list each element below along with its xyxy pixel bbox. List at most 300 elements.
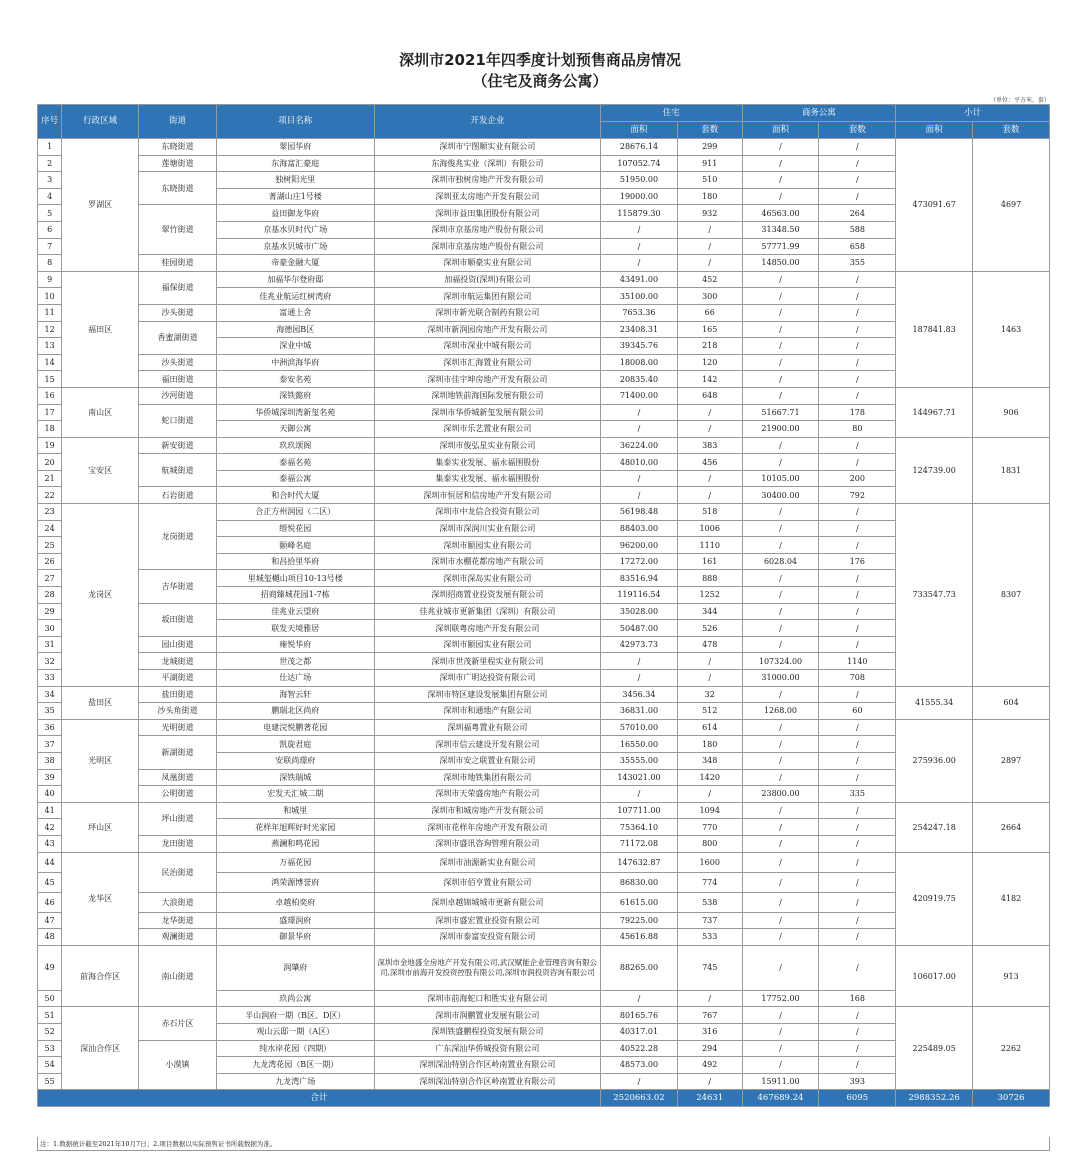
residential-units: 737: [677, 912, 742, 929]
row-number: 33: [38, 670, 62, 687]
row-number: 35: [38, 703, 62, 720]
project-name: 鸿荣源博誉府: [216, 872, 374, 892]
commercial-units: /: [819, 537, 896, 554]
total-s-units: 30726: [973, 1090, 1050, 1107]
residential-units: 316: [677, 1023, 742, 1040]
commercial-area: 57771.99: [742, 238, 819, 255]
subtotal-units: 8307: [973, 504, 1050, 687]
district-cell: 龙华区: [62, 852, 139, 945]
table-body: [38, 139, 1050, 1090]
developer-name: 深圳联粤房地产开发有限公司: [374, 620, 600, 637]
header-district: 行政区域: [62, 105, 139, 139]
residential-units: 294: [677, 1040, 742, 1057]
residential-area: 71400.00: [601, 387, 678, 404]
residential-units: /: [677, 786, 742, 803]
row-number: 43: [38, 835, 62, 852]
project-name: 御景华府: [216, 929, 374, 946]
project-name: 独树阳光里: [216, 172, 374, 189]
residential-area: 88265.00: [601, 945, 678, 990]
commercial-area: 51667.71: [742, 404, 819, 421]
commercial-area: 23800.00: [742, 786, 819, 803]
developer-name: 深圳市恒居和信房地产开发有限公司: [374, 487, 600, 504]
residential-units: 1600: [677, 852, 742, 872]
page-title: [0, 50, 1080, 92]
residential-area: 3456.34: [601, 686, 678, 703]
commercial-area: 17752.00: [742, 990, 819, 1007]
commercial-area: /: [742, 188, 819, 205]
developer-name: 深圳市宁图顺实业有限公司: [374, 139, 600, 156]
residential-area: /: [601, 238, 678, 255]
developer-name: 深圳市油源新实业有限公司: [374, 852, 600, 872]
commercial-area: /: [742, 620, 819, 637]
commercial-units: /: [819, 1023, 896, 1040]
residential-units: /: [677, 1073, 742, 1090]
project-name: 纯水岸花园（四期）: [216, 1040, 374, 1057]
residential-units: 1252: [677, 587, 742, 604]
commercial-units: 200: [819, 470, 896, 487]
footnote: [37, 1137, 1050, 1151]
street-cell: 公明街道: [139, 786, 217, 803]
row-number: 27: [38, 570, 62, 587]
residential-units: 911: [677, 155, 742, 172]
row-number: 6: [38, 221, 62, 238]
project-name: 深铁懿府: [216, 387, 374, 404]
subtotal-area: 124739.00: [896, 437, 973, 503]
street-cell: 凤凰街道: [139, 769, 217, 786]
header-s-units: 套数: [973, 122, 1050, 139]
project-name: 燕澜和鸣花园: [216, 835, 374, 852]
total-c-area: 467689.24: [742, 1090, 819, 1107]
commercial-units: /: [819, 454, 896, 471]
row-number: 3: [38, 172, 62, 189]
commercial-area: /: [742, 304, 819, 321]
project-name: 安联尚璟府: [216, 752, 374, 769]
developer-name: 深圳市天荣盛房地产有限公司: [374, 786, 600, 803]
header-c-area: 面积: [742, 122, 819, 139]
developer-name: 深圳市深润川实业有限公司: [374, 520, 600, 537]
project-name: 帝豪金融大厦: [216, 255, 374, 272]
project-name: 里城玺樾山项目10-13号楼: [216, 570, 374, 587]
row-number: 24: [38, 520, 62, 537]
commercial-units: 60: [819, 703, 896, 720]
residential-area: /: [601, 470, 678, 487]
residential-area: 35028.00: [601, 603, 678, 620]
row-number: 5: [38, 205, 62, 222]
developer-name: 深圳市京基房地产股份有限公司: [374, 221, 600, 238]
project-name: 泰福公寓: [216, 470, 374, 487]
residential-area: /: [601, 653, 678, 670]
row-number: 55: [38, 1073, 62, 1090]
street-cell: 吉华街道: [139, 570, 217, 603]
developer-name: 深圳地铁前海国际发展有限公司: [374, 387, 600, 404]
subtotal-area: 225489.05: [896, 1007, 973, 1090]
residential-area: 71172.08: [601, 835, 678, 852]
residential-area: 115879.30: [601, 205, 678, 222]
street-cell: 蛇口街道: [139, 404, 217, 437]
commercial-units: /: [819, 802, 896, 819]
commercial-area: /: [742, 371, 819, 388]
row-number: 4: [38, 188, 62, 205]
subtotal-units: 4182: [973, 852, 1050, 945]
commercial-area: /: [742, 454, 819, 471]
residential-area: /: [601, 421, 678, 438]
district-cell: 盐田区: [62, 686, 139, 719]
residential-area: 39345.76: [601, 338, 678, 355]
project-name: 深业中城: [216, 338, 374, 355]
project-name: 海智云轩: [216, 686, 374, 703]
developer-name: 深圳深汕特别合作区岭南置业有限公司: [374, 1057, 600, 1074]
residential-area: 17272.00: [601, 553, 678, 570]
residential-units: 492: [677, 1057, 742, 1074]
residential-area: 36224.00: [601, 437, 678, 454]
residential-area: 147632.87: [601, 852, 678, 872]
row-number: 13: [38, 338, 62, 355]
row-number: 15: [38, 371, 62, 388]
residential-area: 36831.00: [601, 703, 678, 720]
district-cell: 坪山区: [62, 802, 139, 852]
residential-area: 40317.01: [601, 1023, 678, 1040]
project-name: 合正方州润园（二区）: [216, 504, 374, 521]
row-number: 36: [38, 719, 62, 736]
project-name: 招商臻城花园1-7栋: [216, 587, 374, 604]
commercial-area: /: [742, 387, 819, 404]
commercial-units: 1140: [819, 653, 896, 670]
commercial-units: 393: [819, 1073, 896, 1090]
residential-units: 165: [677, 321, 742, 338]
developer-name: 东海俊兆实业（深圳）有限公司: [374, 155, 600, 172]
developer-name: 深圳市颐园实业有限公司: [374, 537, 600, 554]
residential-units: /: [677, 404, 742, 421]
subtotal-units: 604: [973, 686, 1050, 719]
developer-name: 深圳市和通地产有限公司: [374, 703, 600, 720]
row-number: 54: [38, 1057, 62, 1074]
residential-area: 45616.88: [601, 929, 678, 946]
subtotal-area: 41555.34: [896, 686, 973, 719]
street-cell: 沙头街道: [139, 354, 217, 371]
project-name: 电建浣悦鹏著花园: [216, 719, 374, 736]
subtotal-units: 906: [973, 387, 1050, 437]
residential-units: 180: [677, 188, 742, 205]
street-cell: 龙田街道: [139, 835, 217, 852]
street-cell: 香蜜湖街道: [139, 321, 217, 354]
residential-units: 767: [677, 1007, 742, 1024]
row-number: 11: [38, 304, 62, 321]
row-number: 46: [38, 892, 62, 912]
residential-units: 533: [677, 929, 742, 946]
street-cell: 沙头角街道: [139, 703, 217, 720]
project-name: 联发天境雅居: [216, 620, 374, 637]
commercial-area: 21900.00: [742, 421, 819, 438]
commercial-area: /: [742, 636, 819, 653]
subtotal-area: 473091.67: [896, 139, 973, 272]
residential-units: 478: [677, 636, 742, 653]
commercial-units: /: [819, 387, 896, 404]
subtotal-units: 4697: [973, 139, 1050, 272]
row-number: 50: [38, 990, 62, 1007]
developer-name: 深圳市华侨城新玺发展有限公司: [374, 404, 600, 421]
commercial-area: /: [742, 819, 819, 836]
row-number: 31: [38, 636, 62, 653]
developer-name: 深圳市润鹏置业发展有限公司: [374, 1007, 600, 1024]
residential-units: 770: [677, 819, 742, 836]
table-row: [38, 139, 1050, 156]
commercial-area: /: [742, 752, 819, 769]
residential-units: 32: [677, 686, 742, 703]
commercial-units: 168: [819, 990, 896, 1007]
project-name: 泰福名苑: [216, 454, 374, 471]
developer-name: 深圳市独树房地产开发有限公司: [374, 172, 600, 189]
residential-area: 80165.76: [601, 1007, 678, 1024]
residential-area: 18008.00: [601, 354, 678, 371]
commercial-units: /: [819, 338, 896, 355]
commercial-units: /: [819, 752, 896, 769]
row-number: 29: [38, 603, 62, 620]
header-r-units: 套数: [677, 122, 742, 139]
project-name: 缙悦花园: [216, 520, 374, 537]
commercial-area: /: [742, 945, 819, 990]
subtotal-units: 1463: [973, 271, 1050, 387]
footnote-text: 注：1.数据统计截至2021年10月7日；2.项目数据以实际预售证书所载数据为准。: [40, 1140, 277, 1148]
street-cell: 东晓街道: [139, 172, 217, 205]
residential-area: 48010.00: [601, 454, 678, 471]
project-name: 海德园B区: [216, 321, 374, 338]
commercial-units: /: [819, 304, 896, 321]
header-residential: 住宅: [601, 105, 743, 122]
project-name: 京基水贝城市广场: [216, 238, 374, 255]
district-cell: 福田区: [62, 271, 139, 387]
commercial-area: 6028.04: [742, 553, 819, 570]
residential-area: /: [601, 221, 678, 238]
street-cell: 园山街道: [139, 636, 217, 653]
row-number: 52: [38, 1023, 62, 1040]
row-number: 40: [38, 786, 62, 803]
table-row: [38, 802, 1050, 819]
row-number: 9: [38, 271, 62, 288]
commercial-units: /: [819, 769, 896, 786]
residential-units: 614: [677, 719, 742, 736]
residential-area: 48573.00: [601, 1057, 678, 1074]
residential-area: 57010.00: [601, 719, 678, 736]
table-row: [38, 271, 1050, 288]
row-number: 16: [38, 387, 62, 404]
developer-name: 深圳市特区建设发展集团有限公司: [374, 686, 600, 703]
subtotal-area: 187841.83: [896, 271, 973, 387]
district-cell: 龙岗区: [62, 504, 139, 687]
commercial-area: 15911.00: [742, 1073, 819, 1090]
row-number: 53: [38, 1040, 62, 1057]
street-cell: 赤石片区: [139, 1007, 217, 1040]
commercial-units: /: [819, 139, 896, 156]
project-name: 佳兆业航运红树湾府: [216, 288, 374, 305]
commercial-area: 31000.00: [742, 670, 819, 687]
developer-name: 深圳铁盛鹏程投资发展有限公司: [374, 1023, 600, 1040]
project-name: 天御公寓: [216, 421, 374, 438]
subtotal-units: 2262: [973, 1007, 1050, 1090]
header-street: 街道: [139, 105, 217, 139]
project-name: 万福花园: [216, 852, 374, 872]
commercial-area: /: [742, 172, 819, 189]
table-row: [38, 852, 1050, 872]
residential-units: /: [677, 421, 742, 438]
commercial-units: /: [819, 620, 896, 637]
commercial-units: /: [819, 155, 896, 172]
project-name: 半山润府一期（B区、D区）: [216, 1007, 374, 1024]
total-label: 合计: [38, 1090, 601, 1107]
residential-units: 538: [677, 892, 742, 912]
developer-name: 深圳深汕特别合作区岭南置业有限公司: [374, 1073, 600, 1090]
residential-units: /: [677, 653, 742, 670]
project-name: 富通上舍: [216, 304, 374, 321]
commercial-area: 31348.50: [742, 221, 819, 238]
residential-units: 299: [677, 139, 742, 156]
residential-units: 888: [677, 570, 742, 587]
commercial-units: /: [819, 945, 896, 990]
commercial-area: /: [742, 929, 819, 946]
residential-area: 28676.14: [601, 139, 678, 156]
residential-units: 1110: [677, 537, 742, 554]
developer-name: 深圳市前海蛇口和胜实业有限公司: [374, 990, 600, 1007]
commercial-units: /: [819, 371, 896, 388]
commercial-units: /: [819, 719, 896, 736]
table-row: [38, 1007, 1050, 1024]
residential-units: 1420: [677, 769, 742, 786]
header-project: 项目名称: [216, 105, 374, 139]
developer-name: 深圳市新润园房地产开发有限公司: [374, 321, 600, 338]
residential-units: 1094: [677, 802, 742, 819]
project-name: 九龙湾花园（B区一期）: [216, 1057, 374, 1074]
residential-area: /: [601, 670, 678, 687]
developer-name: 佳兆业城市更新集团（深圳）有限公司: [374, 603, 600, 620]
commercial-units: /: [819, 354, 896, 371]
street-cell: 桂园街道: [139, 255, 217, 272]
commercial-area: /: [742, 736, 819, 753]
commercial-area: /: [742, 835, 819, 852]
subtotal-units: 2897: [973, 719, 1050, 802]
residential-units: 774: [677, 872, 742, 892]
header-seq: 序号: [38, 105, 62, 139]
project-name: 润肇府: [216, 945, 374, 990]
row-number: 2: [38, 155, 62, 172]
residential-area: /: [601, 990, 678, 1007]
subtotal-units: 1831: [973, 437, 1050, 503]
row-number: 19: [38, 437, 62, 454]
row-number: 32: [38, 653, 62, 670]
table-row: [38, 504, 1050, 521]
unit-note: （单位：平方米，套）: [989, 97, 1050, 104]
project-name: 泰安名苑: [216, 371, 374, 388]
residential-units: 142: [677, 371, 742, 388]
commercial-area: 10105.00: [742, 470, 819, 487]
residential-area: 16550.00: [601, 736, 678, 753]
header-subtotal: 小计: [896, 105, 1050, 122]
commercial-units: /: [819, 835, 896, 852]
street-cell: 南山街道: [139, 945, 217, 1007]
residential-units: 218: [677, 338, 742, 355]
commercial-area: /: [742, 437, 819, 454]
commercial-area: /: [742, 1007, 819, 1024]
street-cell: 观澜街道: [139, 929, 217, 946]
residential-units: /: [677, 990, 742, 1007]
residential-units: /: [677, 221, 742, 238]
residential-units: 66: [677, 304, 742, 321]
street-cell: 翠竹街道: [139, 205, 217, 255]
commercial-area: /: [742, 271, 819, 288]
district-cell: 南山区: [62, 387, 139, 437]
project-name: 和合时代大厦: [216, 487, 374, 504]
residential-area: 83516.94: [601, 570, 678, 587]
table-row: [38, 719, 1050, 736]
residential-area: 143021.00: [601, 769, 678, 786]
row-number: 20: [38, 454, 62, 471]
residential-area: /: [601, 255, 678, 272]
street-cell: 光明街道: [139, 719, 217, 736]
commercial-units: /: [819, 437, 896, 454]
commercial-units: /: [819, 929, 896, 946]
commercial-area: /: [742, 321, 819, 338]
project-name: 和城里: [216, 802, 374, 819]
residential-area: 96200.00: [601, 537, 678, 554]
developer-name: 深圳市汇海置业有限公司: [374, 354, 600, 371]
row-number: 18: [38, 421, 62, 438]
commercial-area: 30400.00: [742, 487, 819, 504]
district-cell: 罗湖区: [62, 139, 139, 272]
residential-units: 648: [677, 387, 742, 404]
developer-name: 深圳市盛宏置业投资有限公司: [374, 912, 600, 929]
project-name: 雍悦华府: [216, 636, 374, 653]
street-cell: 龙城街道: [139, 653, 217, 670]
row-number: 47: [38, 912, 62, 929]
commercial-area: /: [742, 892, 819, 912]
commercial-units: /: [819, 872, 896, 892]
residential-units: 344: [677, 603, 742, 620]
commercial-area: 107324.00: [742, 653, 819, 670]
project-name: 世茂之都: [216, 653, 374, 670]
developer-name: 深圳市金地盛全房地产开发有限公司,武汉赋能企业管理咨询有限公司,深圳市前海开发投资控股有限公司,深圳市润投资咨询有限公司: [374, 945, 600, 990]
row-number: 34: [38, 686, 62, 703]
developer-name: 深圳市中龙信合投资有限公司: [374, 504, 600, 521]
commercial-units: /: [819, 188, 896, 205]
commercial-units: 792: [819, 487, 896, 504]
total-r-area: 2520663.02: [601, 1090, 678, 1107]
developer-name: 深圳市京基房地产股份有限公司: [374, 238, 600, 255]
row-number: 51: [38, 1007, 62, 1024]
row-number: 8: [38, 255, 62, 272]
row-number: 28: [38, 587, 62, 604]
residential-area: 40522.28: [601, 1040, 678, 1057]
commercial-units: 588: [819, 221, 896, 238]
header-c-units: 套数: [819, 122, 896, 139]
developer-name: 深圳市佳宇坤房地产开发有限公司: [374, 371, 600, 388]
street-cell: 坂田街道: [139, 603, 217, 636]
developer-name: 深圳市颐园实业有限公司: [374, 636, 600, 653]
residential-units: 348: [677, 752, 742, 769]
developer-name: 深圳福粤置业有限公司: [374, 719, 600, 736]
commercial-area: 14850.00: [742, 255, 819, 272]
table-row: [38, 387, 1050, 404]
project-name: 宏发天汇城二期: [216, 786, 374, 803]
row-number: 21: [38, 470, 62, 487]
commercial-area: /: [742, 354, 819, 371]
residential-area: 56198.48: [601, 504, 678, 521]
developer-name: 深圳市益田集团股份有限公司: [374, 205, 600, 222]
commercial-units: /: [819, 587, 896, 604]
total-row: [38, 1090, 1050, 1107]
developer-name: 集泰实业发展、福永福围股份: [374, 454, 600, 471]
project-name: 东海富汇豪庭: [216, 155, 374, 172]
row-number: 38: [38, 752, 62, 769]
residential-units: /: [677, 255, 742, 272]
header-s-area: 面积: [896, 122, 973, 139]
